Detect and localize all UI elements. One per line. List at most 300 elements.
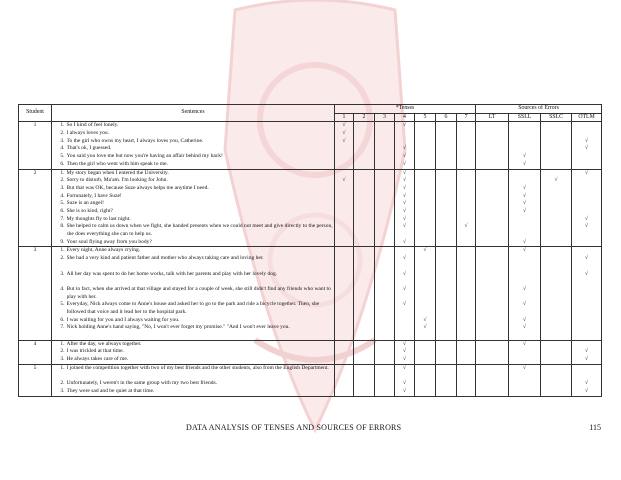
student-group-row xyxy=(19,340,602,364)
sentence-number: 1. xyxy=(60,340,65,347)
empty-mark xyxy=(336,193,352,201)
student-column-header: Student xyxy=(19,105,52,122)
check-mark: √ xyxy=(585,387,589,394)
empty-mark xyxy=(396,317,413,325)
empty-mark xyxy=(376,153,393,161)
empty-mark xyxy=(510,356,539,364)
check-column-cell xyxy=(354,364,375,396)
empty-mark xyxy=(355,388,373,396)
empty-mark xyxy=(355,324,373,339)
check-mark: √ xyxy=(342,130,346,137)
check-column-cell xyxy=(457,364,476,396)
check-mark: √ xyxy=(402,200,407,207)
empty-mark xyxy=(336,286,352,301)
empty-mark xyxy=(458,301,474,316)
empty-mark xyxy=(573,301,600,316)
check-column-cell xyxy=(436,122,457,169)
empty-mark xyxy=(355,200,373,208)
sentence-text: Your soul flying away from you body? xyxy=(66,238,152,245)
check-column-cell xyxy=(436,340,457,364)
sentence-text-cell xyxy=(66,364,335,396)
empty-mark xyxy=(458,138,474,146)
empty-mark xyxy=(573,200,600,208)
empty-mark xyxy=(542,380,570,388)
sentences-column-header: Sentences xyxy=(52,105,335,122)
empty-mark xyxy=(542,388,570,396)
check-column-cell xyxy=(476,247,509,340)
sentence-number: 8. xyxy=(60,223,65,230)
sentence-number: 1. xyxy=(60,364,65,371)
check-column-cell xyxy=(354,122,375,169)
sentence-number: 1. xyxy=(60,122,65,129)
empty-mark xyxy=(510,145,539,153)
empty-mark xyxy=(416,138,434,146)
tense-column-header: 5 xyxy=(415,113,436,122)
empty-mark xyxy=(355,153,373,161)
empty-mark xyxy=(376,341,393,349)
empty-mark xyxy=(458,348,474,356)
empty-mark xyxy=(458,271,474,286)
check-column-cell xyxy=(395,340,415,364)
sentence-number: 2. xyxy=(60,348,65,355)
empty-mark xyxy=(376,145,393,153)
empty-mark xyxy=(437,348,455,356)
empty-mark xyxy=(416,122,434,130)
empty-mark xyxy=(376,200,393,208)
check-column-cell xyxy=(415,340,436,364)
empty-mark xyxy=(336,216,352,224)
empty-mark xyxy=(355,145,373,153)
empty-mark xyxy=(376,348,393,356)
sentence-number: 2. xyxy=(60,177,65,184)
empty-mark xyxy=(437,122,455,130)
check-column-cell xyxy=(572,247,602,340)
check-mark: √ xyxy=(342,177,346,184)
sentence-number: 3. xyxy=(60,356,65,363)
empty-mark xyxy=(477,223,507,238)
empty-mark xyxy=(437,216,455,224)
empty-mark xyxy=(437,170,455,178)
empty-mark xyxy=(458,161,474,169)
empty-mark xyxy=(437,255,455,270)
sentence-text: They were sad and be quiet at that time. xyxy=(66,387,155,394)
check-mark: √ xyxy=(585,215,589,222)
empty-mark xyxy=(355,341,373,349)
empty-mark xyxy=(477,286,507,301)
empty-mark xyxy=(355,301,373,316)
check-mark: √ xyxy=(523,324,527,331)
empty-mark xyxy=(355,380,373,388)
check-mark: √ xyxy=(523,364,527,371)
empty-mark xyxy=(458,185,474,193)
empty-mark xyxy=(437,130,455,138)
empty-mark xyxy=(477,324,507,339)
empty-mark xyxy=(437,145,455,153)
empty-mark xyxy=(477,271,507,286)
sentence-text-cell xyxy=(66,122,335,169)
empty-mark xyxy=(336,365,352,380)
empty-mark xyxy=(336,271,352,286)
check-mark: √ xyxy=(402,153,407,160)
page-number: 115 xyxy=(589,423,601,432)
check-column-cell xyxy=(572,340,602,364)
check-mark: √ xyxy=(523,247,527,254)
check-mark: √ xyxy=(523,160,527,167)
empty-mark xyxy=(477,255,507,270)
sentence-number: 3. xyxy=(60,270,65,277)
empty-mark xyxy=(416,239,434,247)
check-column-cell xyxy=(395,364,415,396)
sentence-number: 6. xyxy=(60,207,65,214)
tense-error-analysis-table xyxy=(18,104,602,397)
sentence-text: She is so kind, right? xyxy=(66,207,113,214)
empty-mark xyxy=(437,356,455,364)
empty-mark xyxy=(477,356,507,364)
empty-mark xyxy=(376,161,393,169)
sentence-text: After the day, we always together. xyxy=(66,340,142,347)
empty-mark xyxy=(416,216,434,224)
sentence-text: Nick holding Anne's hand saying, "No, I won't ever forget my promise." "And I won't ever leave you. xyxy=(66,324,290,331)
check-mark: √ xyxy=(585,270,589,277)
empty-mark xyxy=(355,122,373,130)
empty-mark xyxy=(477,177,507,185)
sentence-number-cell xyxy=(52,340,66,364)
check-mark: √ xyxy=(402,223,407,230)
empty-mark xyxy=(542,356,570,364)
sentence-number: 6. xyxy=(60,160,65,167)
sentence-number-cell xyxy=(52,122,66,169)
empty-mark xyxy=(510,130,539,138)
empty-mark xyxy=(458,208,474,216)
empty-mark xyxy=(573,365,600,380)
empty-mark xyxy=(376,286,393,301)
sentence-number: 3. xyxy=(60,137,65,144)
sentence-number: 1. xyxy=(60,169,65,176)
empty-mark xyxy=(437,223,455,238)
check-column-cell xyxy=(509,169,541,247)
check-mark: √ xyxy=(585,145,589,152)
empty-mark xyxy=(355,193,373,201)
empty-mark xyxy=(396,247,413,255)
empty-mark xyxy=(416,185,434,193)
empty-mark xyxy=(336,255,352,270)
check-mark: √ xyxy=(402,215,407,222)
check-mark: √ xyxy=(402,387,407,394)
empty-mark xyxy=(458,341,474,349)
empty-mark xyxy=(416,380,434,388)
student-number: 4 xyxy=(19,340,52,364)
empty-mark xyxy=(542,239,570,247)
check-column-cell xyxy=(541,340,572,364)
empty-mark xyxy=(437,247,455,255)
empty-mark xyxy=(336,239,352,247)
sentence-text: I joined the competition together with two of my best friends and the other students, also from the English Department. xyxy=(66,364,329,371)
check-mark: √ xyxy=(464,223,468,230)
empty-mark xyxy=(416,145,434,153)
empty-mark xyxy=(355,161,373,169)
empty-mark xyxy=(355,239,373,247)
empty-mark xyxy=(458,286,474,301)
empty-mark xyxy=(542,301,570,316)
sentence-number: 2. xyxy=(60,130,65,137)
empty-mark xyxy=(396,324,413,339)
empty-mark xyxy=(573,177,600,185)
empty-mark xyxy=(573,324,600,339)
empty-mark xyxy=(437,317,455,325)
empty-mark xyxy=(416,208,434,216)
empty-mark xyxy=(376,177,393,185)
empty-mark xyxy=(477,380,507,388)
empty-mark xyxy=(542,341,570,349)
empty-mark xyxy=(376,138,393,146)
source-column-header: LT xyxy=(476,113,509,122)
student-group-row xyxy=(19,364,602,396)
check-mark: √ xyxy=(342,122,346,129)
sentence-text: Fortunately, I have Suze! xyxy=(66,192,122,199)
empty-mark xyxy=(416,286,434,301)
check-mark: √ xyxy=(342,137,346,144)
empty-mark xyxy=(437,239,455,247)
empty-mark xyxy=(376,170,393,178)
empty-mark xyxy=(477,341,507,349)
sentence-text: Every night, Anne always crying. xyxy=(66,247,141,254)
empty-mark xyxy=(458,177,474,185)
empty-mark xyxy=(376,130,393,138)
empty-mark xyxy=(336,388,352,396)
empty-mark xyxy=(437,324,455,339)
check-mark: √ xyxy=(402,285,407,292)
empty-mark xyxy=(477,138,507,146)
check-column-cell xyxy=(509,122,541,169)
check-mark: √ xyxy=(523,340,527,347)
sentence-text-cell xyxy=(66,247,335,340)
empty-mark xyxy=(510,255,539,270)
empty-mark xyxy=(376,317,393,325)
empty-mark xyxy=(458,356,474,364)
sentence-number-cell xyxy=(52,247,66,340)
empty-mark xyxy=(416,341,434,349)
empty-mark xyxy=(510,380,539,388)
empty-mark xyxy=(542,193,570,201)
empty-mark xyxy=(336,208,352,216)
empty-mark xyxy=(355,247,373,255)
check-mark: √ xyxy=(402,160,407,167)
check-column-cell xyxy=(395,122,415,169)
empty-mark xyxy=(542,223,570,238)
student-group-row xyxy=(19,169,602,247)
empty-mark xyxy=(477,153,507,161)
empty-mark xyxy=(542,161,570,169)
sentence-number: 5. xyxy=(60,200,65,207)
empty-mark xyxy=(510,177,539,185)
check-column-cell xyxy=(457,122,476,169)
check-column-cell xyxy=(457,247,476,340)
tense-column-header: 3 xyxy=(375,113,395,122)
check-mark: √ xyxy=(585,255,589,262)
empty-mark xyxy=(355,286,373,301)
empty-mark xyxy=(542,317,570,325)
check-column-cell xyxy=(436,169,457,247)
empty-mark xyxy=(542,271,570,286)
empty-mark xyxy=(437,208,455,216)
empty-mark xyxy=(437,200,455,208)
check-column-cell xyxy=(476,364,509,396)
empty-mark xyxy=(542,324,570,339)
empty-mark xyxy=(437,365,455,380)
empty-mark xyxy=(376,365,393,380)
sentence-text: You said you love me but now you're having an affair behind my back! xyxy=(66,153,223,160)
check-column-cell xyxy=(375,340,395,364)
check-mark: √ xyxy=(402,380,407,387)
empty-mark xyxy=(376,193,393,201)
empty-mark xyxy=(573,239,600,247)
check-column-cell xyxy=(509,364,541,396)
empty-mark xyxy=(336,223,352,238)
sentence-text: She had a very kind and patient father and mother who always taking care and loving her. xyxy=(66,255,264,262)
check-mark: √ xyxy=(402,207,407,214)
empty-mark xyxy=(416,365,434,380)
empty-mark xyxy=(336,348,352,356)
empty-mark xyxy=(336,341,352,349)
empty-mark xyxy=(355,271,373,286)
check-column-cell xyxy=(335,169,354,247)
empty-mark xyxy=(437,138,455,146)
empty-mark xyxy=(542,208,570,216)
check-mark: √ xyxy=(523,153,527,160)
check-mark: √ xyxy=(523,207,527,214)
check-column-cell xyxy=(457,340,476,364)
check-mark: √ xyxy=(402,270,407,277)
empty-mark xyxy=(573,153,600,161)
check-mark: √ xyxy=(423,324,427,331)
check-column-cell xyxy=(572,364,602,396)
check-mark: √ xyxy=(402,238,407,245)
check-mark: √ xyxy=(585,169,589,176)
empty-mark xyxy=(510,223,539,238)
sentence-text: I was waiting for you and I always waiting for you. xyxy=(66,316,180,323)
sentence-number: 2. xyxy=(60,255,65,262)
source-column-header: SSLC xyxy=(541,113,572,122)
check-column-cell xyxy=(476,122,509,169)
sentence-text: Suze is an angel! xyxy=(66,200,104,207)
empty-mark xyxy=(376,271,393,286)
check-mark: √ xyxy=(402,122,407,129)
empty-mark xyxy=(355,208,373,216)
empty-mark xyxy=(477,216,507,224)
empty-mark xyxy=(458,365,474,380)
empty-mark xyxy=(336,301,352,316)
empty-mark xyxy=(437,388,455,396)
sentence-number: 9. xyxy=(60,238,65,245)
empty-mark xyxy=(416,255,434,270)
empty-mark xyxy=(458,324,474,339)
empty-mark xyxy=(510,388,539,396)
sentence-text: My thoughts fly to last night. xyxy=(66,215,131,222)
sentence-number: 4. xyxy=(60,285,65,292)
empty-mark xyxy=(416,356,434,364)
check-column-cell xyxy=(375,364,395,396)
sentence-text: Everyday, Nick always come to Anne's house and asked her to go to the park and ride a bicycle together. Then, she followed that voice and it lead her to the hospital park. xyxy=(66,301,320,315)
empty-mark xyxy=(542,247,570,255)
empty-mark xyxy=(477,200,507,208)
check-column-cell xyxy=(354,169,375,247)
empty-mark xyxy=(416,223,434,238)
empty-mark xyxy=(458,255,474,270)
empty-mark xyxy=(355,255,373,270)
check-column-cell xyxy=(354,340,375,364)
tense-column-header: 6 xyxy=(436,113,457,122)
empty-mark xyxy=(437,177,455,185)
check-column-cell xyxy=(335,364,354,396)
sentence-text: To the girl who owns my heart, I always loves you, Catherine. xyxy=(66,137,204,144)
empty-mark xyxy=(477,145,507,153)
empty-mark xyxy=(416,271,434,286)
empty-mark xyxy=(542,255,570,270)
check-mark: √ xyxy=(402,301,407,308)
empty-mark xyxy=(376,301,393,316)
check-column-cell xyxy=(509,247,541,340)
empty-mark xyxy=(355,365,373,380)
sentence-text-cell xyxy=(66,169,335,247)
sentence-number-cell xyxy=(52,169,66,247)
sentence-number: 5. xyxy=(60,301,65,308)
sentence-number: 6. xyxy=(60,316,65,323)
empty-mark xyxy=(437,193,455,201)
empty-mark xyxy=(336,185,352,193)
check-column-cell xyxy=(415,169,436,247)
check-mark: √ xyxy=(423,247,427,254)
empty-mark xyxy=(458,317,474,325)
check-column-cell xyxy=(354,247,375,340)
empty-mark xyxy=(477,388,507,396)
empty-mark xyxy=(542,122,570,130)
empty-mark xyxy=(416,130,434,138)
sentence-number: 5. xyxy=(60,153,65,160)
check-mark: √ xyxy=(523,184,527,191)
sentence-text: Then the girl who went with him speak to me. xyxy=(66,160,168,167)
source-column-header: SSLL xyxy=(509,113,541,122)
empty-mark xyxy=(477,130,507,138)
empty-mark xyxy=(477,122,507,130)
empty-mark xyxy=(477,317,507,325)
check-mark: √ xyxy=(523,301,527,308)
tense-column-header: 4 xyxy=(395,113,415,122)
sentence-text: But in fact, when she arrived at that village and stayed for a couple of week, she still didn't find any friends who want to play with her. xyxy=(66,285,331,300)
check-mark: √ xyxy=(402,184,407,191)
empty-mark xyxy=(336,161,352,169)
empty-mark xyxy=(416,348,434,356)
empty-mark xyxy=(396,130,413,138)
student-number: 5 xyxy=(19,364,52,396)
check-mark: √ xyxy=(585,356,589,363)
sentence-text: But that was OK, because Suze always helps me anytime I need. xyxy=(66,184,209,191)
empty-mark xyxy=(376,356,393,364)
empty-mark xyxy=(376,255,393,270)
empty-mark xyxy=(477,247,507,255)
tense-column-header: 7 xyxy=(457,113,476,122)
empty-mark xyxy=(437,153,455,161)
empty-mark xyxy=(458,130,474,138)
sentence-number: 7. xyxy=(60,215,65,222)
empty-mark xyxy=(336,317,352,325)
check-mark: √ xyxy=(585,137,589,144)
sentence-text: I always loves you. xyxy=(66,130,109,137)
empty-mark xyxy=(336,247,352,255)
student-number: 2 xyxy=(19,169,52,247)
sentence-number: 3. xyxy=(60,184,65,191)
check-mark: √ xyxy=(585,348,589,355)
empty-mark xyxy=(336,380,352,388)
